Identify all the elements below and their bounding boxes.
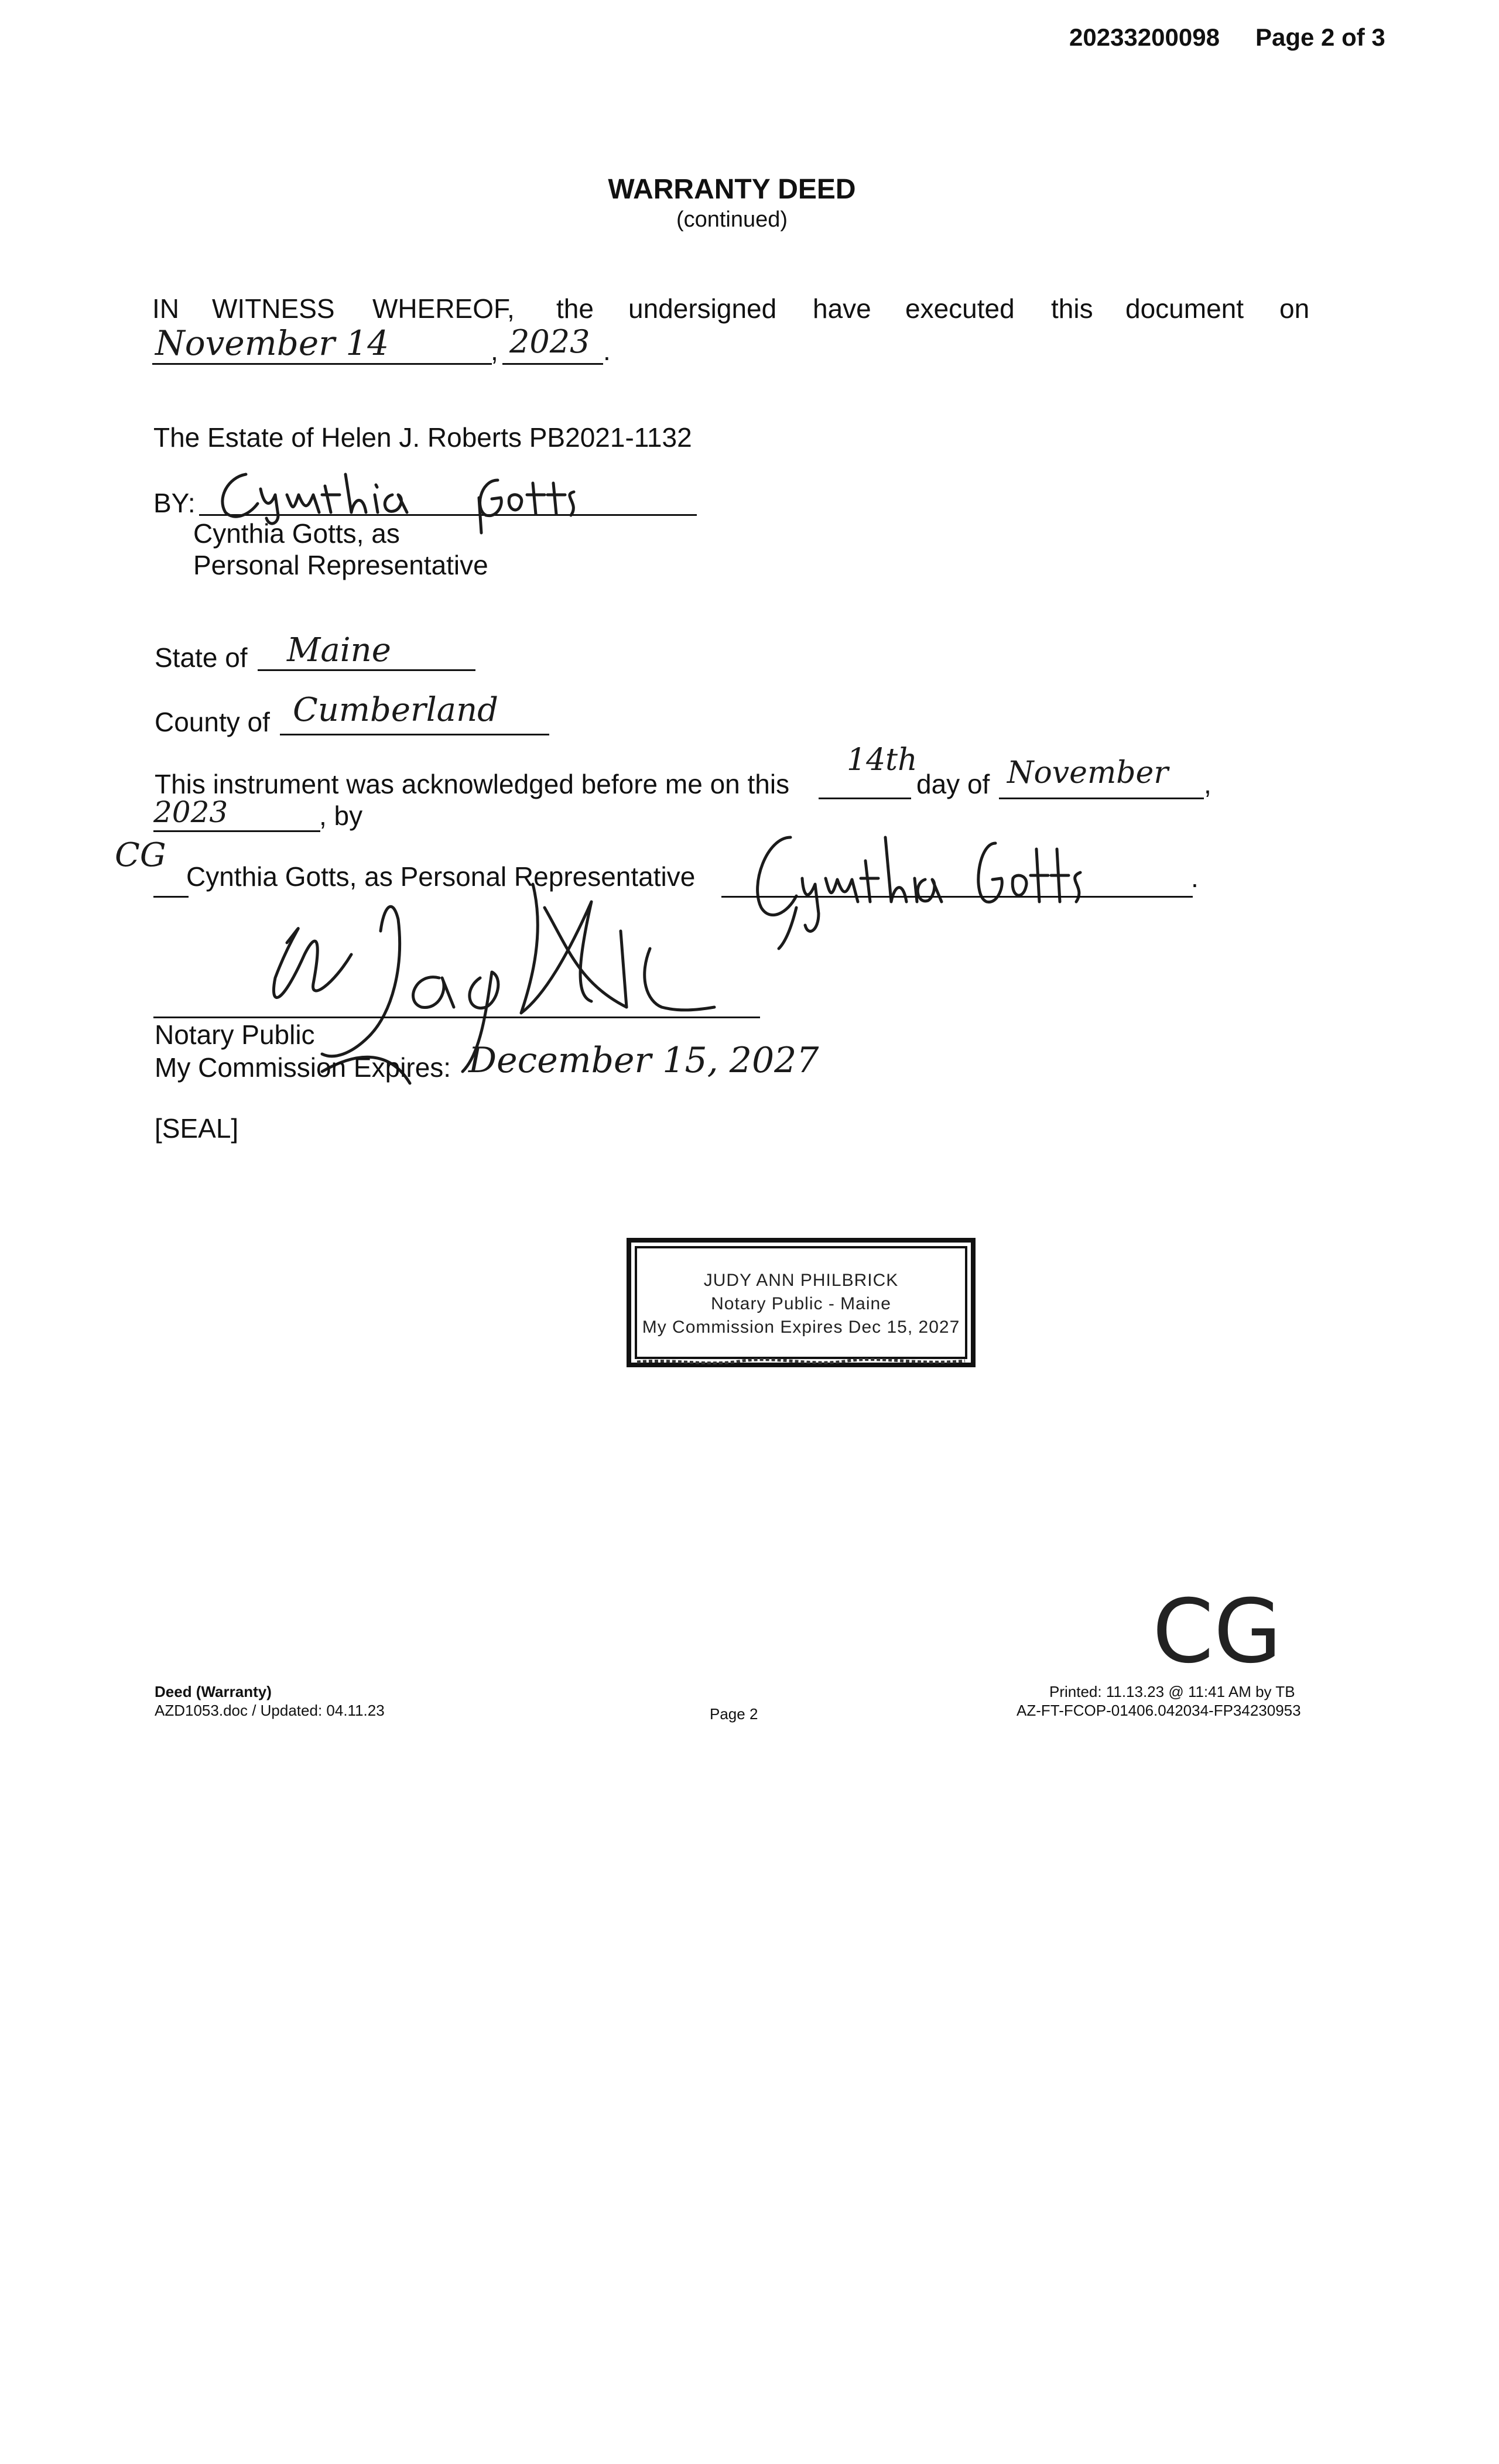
ack-comma: , (1204, 769, 1211, 799)
stamp-commission-expires: My Commission Expires Dec 15, 2027 (642, 1317, 960, 1337)
footer-document-type: Deed (Warranty) (155, 1683, 272, 1700)
witness-word: undersigned (628, 293, 777, 324)
signature-ack-cynthia-gotts (738, 814, 1136, 949)
witness-word: WITNESS (212, 293, 335, 324)
witness-word: executed (905, 293, 1015, 324)
seal-label: [SEAL] (155, 1113, 239, 1144)
ack-day-of: day of (916, 769, 990, 799)
ack-signature-line (721, 896, 1193, 898)
stamp-notary-name: JUDY ANN PHILBRICK (703, 1271, 899, 1290)
year-underline (502, 363, 603, 365)
ack-period: . (1191, 863, 1199, 893)
commission-expires-label: My Commission Expires: (155, 1052, 451, 1083)
county-underline (280, 734, 549, 735)
notary-public-label: Notary Public (155, 1019, 315, 1050)
witness-word: document (1125, 293, 1244, 324)
county-label: County of (155, 707, 270, 737)
by-label: BY: (153, 488, 196, 518)
ack-day-underline (819, 798, 911, 799)
witness-word: this (1051, 293, 1093, 324)
signer-name: Cynthia Gotts, as (193, 518, 400, 549)
handwritten-execution-year: 2023 (509, 323, 590, 360)
date-period: . (603, 336, 611, 366)
ack-year-underline (153, 830, 320, 832)
handwritten-execution-date: November 14 (155, 323, 389, 363)
handwritten-state: Maine (287, 631, 391, 669)
footer-page-number: Page 2 (710, 1705, 758, 1723)
state-label: State of (155, 642, 248, 673)
deed-subtitle: (continued) (676, 207, 788, 232)
witness-word: on (1279, 293, 1310, 324)
date-underline (152, 363, 492, 365)
footer-printed-info: Printed: 11.13.23 @ 11:41 AM by TB (1049, 1683, 1295, 1700)
footer-file-reference: AZ-FT-FCOP-01406.042034-FP34230953 (1017, 1702, 1301, 1719)
document-number: 20233200098 (1069, 23, 1220, 51)
initials-underline (153, 896, 189, 898)
estate-name: The Estate of Helen J. Roberts PB2021-1132 (153, 422, 692, 453)
deed-title: WARRANTY DEED (608, 174, 856, 205)
state-underline (258, 669, 475, 671)
ack-person: Cynthia Gotts, as Personal Representative (186, 861, 696, 892)
handwritten-ack-year: 2023 (153, 795, 228, 829)
acknowledgment-text: This instrument was acknowledged before me on this (155, 769, 790, 799)
handwritten-ack-day: 14th (847, 742, 918, 778)
ack-by: , by (319, 800, 363, 831)
ack-month-underline (999, 798, 1204, 799)
date-comma: , (491, 336, 498, 366)
handwritten-initials-mark: CG (115, 836, 166, 874)
witness-word: IN (152, 293, 179, 324)
notary-signature-line (153, 1017, 760, 1018)
signer-title: Personal Representative (193, 550, 488, 580)
handwritten-county: Cumberland (293, 691, 498, 729)
witness-word: WHEREOF, (372, 293, 515, 324)
footer-template-info: AZD1053.doc / Updated: 04.11.23 (155, 1702, 385, 1719)
stamp-notary-title: Notary Public - Maine (711, 1294, 891, 1313)
handwritten-ack-month: November (1007, 755, 1169, 790)
witness-word: the (556, 293, 594, 324)
handwritten-commission-date: December 15, 2027 (468, 1040, 819, 1081)
handwritten-footer-initials: CG (1152, 1581, 1282, 1683)
page-indicator: Page 2 of 3 (1255, 23, 1385, 51)
witness-word: have (813, 293, 871, 324)
